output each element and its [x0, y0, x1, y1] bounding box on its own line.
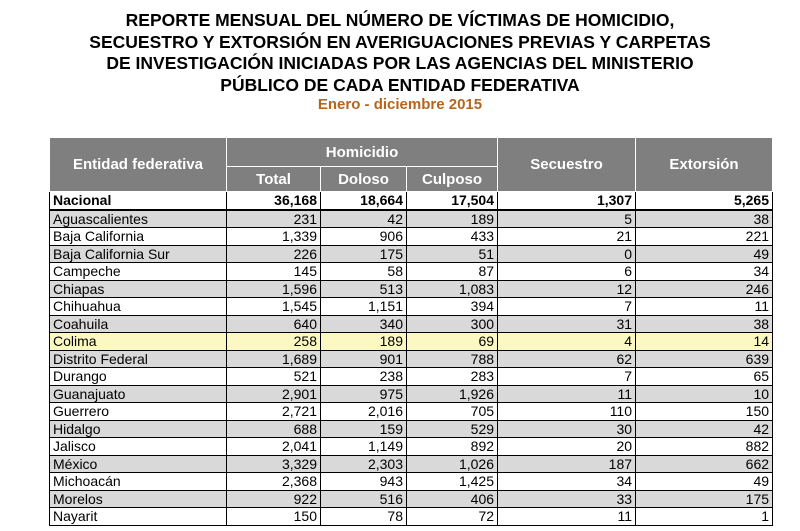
culposo-cell: 189 — [407, 210, 498, 228]
total-cell: 3,329 — [227, 455, 321, 473]
table-row — [50, 508, 773, 526]
doloso-cell: 513 — [321, 280, 407, 298]
doloso-cell: 238 — [321, 368, 407, 386]
extortion-cell: 5,265 — [636, 192, 773, 210]
culposo-cell: 87 — [407, 263, 498, 281]
total-cell: 521 — [227, 368, 321, 386]
doloso-cell: 1,151 — [321, 298, 407, 316]
kidnapping-cell: 30 — [498, 420, 636, 438]
culposo-cell: 51 — [407, 245, 498, 263]
total-cell: 1,545 — [227, 298, 321, 316]
table-row — [50, 350, 773, 368]
doloso-cell: 42 — [321, 210, 407, 228]
column-header-kidnapping: Secuestro — [498, 138, 636, 192]
kidnapping-cell: 7 — [498, 368, 636, 386]
doloso-cell: 18,664 — [321, 192, 407, 210]
kidnapping-cell: 11 — [498, 508, 636, 526]
total-cell: 1,596 — [227, 280, 321, 298]
kidnapping-cell: 20 — [498, 438, 636, 456]
entity-cell: Guanajuato — [50, 385, 227, 403]
column-header-homicide: Homicidio — [227, 138, 498, 167]
kidnapping-cell: 6 — [498, 263, 636, 281]
entity-cell: Campeche — [50, 263, 227, 281]
table-body — [50, 192, 773, 526]
extortion-cell: 175 — [636, 490, 773, 508]
culposo-cell: 17,504 — [407, 192, 498, 210]
entity-cell: Coahuila — [50, 315, 227, 333]
report-title-line-4: PÚBLICO DE CADA ENTIDAD FEDERATIVA — [220, 74, 580, 95]
kidnapping-cell: 5 — [498, 210, 636, 228]
kidnapping-cell: 11 — [498, 385, 636, 403]
kidnapping-cell: 110 — [498, 403, 636, 421]
table-row — [50, 473, 773, 491]
table-row — [50, 490, 773, 508]
culposo-cell: 406 — [407, 490, 498, 508]
entity-cell: Morelos — [50, 490, 227, 508]
report-title-line-3: DE INVESTIGACIÓN INICIADAS POR LAS AGENCIAS DEL MINISTERIO — [106, 53, 694, 73]
total-cell: 258 — [227, 333, 321, 351]
doloso-cell: 1,149 — [321, 438, 407, 456]
doloso-cell: 340 — [321, 315, 407, 333]
doloso-cell: 516 — [321, 490, 407, 508]
extortion-cell: 10 — [636, 385, 773, 403]
table-row — [50, 245, 773, 263]
extortion-cell: 49 — [636, 245, 773, 263]
total-cell: 2,041 — [227, 438, 321, 456]
total-cell: 1,689 — [227, 350, 321, 368]
table-row — [50, 333, 773, 351]
total-cell: 36,168 — [227, 192, 321, 210]
doloso-cell: 906 — [321, 228, 407, 246]
doloso-cell: 901 — [321, 350, 407, 368]
entity-cell: Guerrero — [50, 403, 227, 421]
column-header-total: Total — [227, 167, 321, 192]
total-cell: 922 — [227, 490, 321, 508]
doloso-cell: 58 — [321, 263, 407, 281]
culposo-cell: 1,425 — [407, 473, 498, 491]
report-title-line-1: REPORTE MENSUAL DEL NÚMERO DE VÍCTIMAS DE HOMICIDIO, — [125, 10, 675, 30]
entity-cell: Chihuahua — [50, 298, 227, 316]
culposo-cell: 433 — [407, 228, 498, 246]
culposo-cell: 1,083 — [407, 280, 498, 298]
culposo-cell: 892 — [407, 438, 498, 456]
kidnapping-cell: 21 — [498, 228, 636, 246]
extortion-cell: 882 — [636, 438, 773, 456]
table-row — [50, 438, 773, 456]
culposo-cell: 394 — [407, 298, 498, 316]
extortion-cell: 221 — [636, 228, 773, 246]
report-title-line-2: SECUESTRO Y EXTORSIÓN EN AVERIGUACIONES PREVIAS Y CARPETAS — [89, 31, 711, 52]
kidnapping-cell: 4 — [498, 333, 636, 351]
kidnapping-cell: 187 — [498, 455, 636, 473]
entity-cell: Nayarit — [50, 508, 227, 526]
table-row — [50, 368, 773, 386]
table-row — [50, 263, 773, 281]
kidnapping-cell: 1,307 — [498, 192, 636, 210]
kidnapping-cell: 33 — [498, 490, 636, 508]
entity-cell: Michoacán — [50, 473, 227, 491]
kidnapping-cell: 34 — [498, 473, 636, 491]
table-row — [50, 315, 773, 333]
total-cell: 231 — [227, 210, 321, 228]
culposo-cell: 69 — [407, 333, 498, 351]
table-row-national — [50, 192, 773, 210]
total-cell: 150 — [227, 508, 321, 526]
doloso-cell: 943 — [321, 473, 407, 491]
column-header-doloso: Doloso — [321, 167, 407, 192]
table-row — [50, 385, 773, 403]
total-cell: 1,339 — [227, 228, 321, 246]
extortion-cell: 14 — [636, 333, 773, 351]
kidnapping-cell: 0 — [498, 245, 636, 263]
table-row — [50, 280, 773, 298]
entity-cell: Hidalgo — [50, 420, 227, 438]
doloso-cell: 975 — [321, 385, 407, 403]
table-row — [50, 455, 773, 473]
total-cell: 688 — [227, 420, 321, 438]
entity-cell: Baja California — [50, 228, 227, 246]
column-header-extortion: Extorsión — [636, 138, 773, 192]
report-header — [0, 10, 800, 114]
total-cell: 226 — [227, 245, 321, 263]
doloso-cell: 2,016 — [321, 403, 407, 421]
entity-cell: Jalisco — [50, 438, 227, 456]
culposo-cell: 788 — [407, 350, 498, 368]
total-cell: 145 — [227, 263, 321, 281]
table-row — [50, 298, 773, 316]
kidnapping-cell: 7 — [498, 298, 636, 316]
entity-cell: Distrito Federal — [50, 350, 227, 368]
entity-cell: Chiapas — [50, 280, 227, 298]
extortion-cell: 38 — [636, 315, 773, 333]
table-row — [50, 420, 773, 438]
extortion-cell: 662 — [636, 455, 773, 473]
culposo-cell: 283 — [407, 368, 498, 386]
doloso-cell: 175 — [321, 245, 407, 263]
report-period: Enero - diciembre 2015 — [317, 96, 483, 113]
total-cell: 2,721 — [227, 403, 321, 421]
kidnapping-cell: 62 — [498, 350, 636, 368]
culposo-cell: 1,926 — [407, 385, 498, 403]
table-row — [50, 403, 773, 421]
total-cell: 2,901 — [227, 385, 321, 403]
culposo-cell: 300 — [407, 315, 498, 333]
extortion-cell: 38 — [636, 210, 773, 228]
extortion-cell: 150 — [636, 403, 773, 421]
victims-table — [49, 137, 773, 526]
culposo-cell: 705 — [407, 403, 498, 421]
doloso-cell: 2,303 — [321, 455, 407, 473]
extortion-cell: 42 — [636, 420, 773, 438]
doloso-cell: 78 — [321, 508, 407, 526]
extortion-cell: 639 — [636, 350, 773, 368]
extortion-cell: 49 — [636, 473, 773, 491]
table-row — [50, 210, 773, 228]
extortion-cell: 11 — [636, 298, 773, 316]
entity-cell: Baja California Sur — [50, 245, 227, 263]
extortion-cell: 246 — [636, 280, 773, 298]
doloso-cell: 189 — [321, 333, 407, 351]
extortion-cell: 34 — [636, 263, 773, 281]
extortion-cell: 65 — [636, 368, 773, 386]
entity-cell: Colima — [50, 333, 227, 351]
kidnapping-cell: 12 — [498, 280, 636, 298]
column-header-culposo: Culposo — [407, 167, 498, 192]
entity-cell: Nacional — [50, 192, 227, 210]
table-row — [50, 228, 773, 246]
culposo-cell: 1,026 — [407, 455, 498, 473]
column-header-entity: Entidad federativa — [50, 138, 227, 192]
culposo-cell: 72 — [407, 508, 498, 526]
entity-cell: Durango — [50, 368, 227, 386]
extortion-cell: 1 — [636, 508, 773, 526]
culposo-cell: 529 — [407, 420, 498, 438]
entity-cell: México — [50, 455, 227, 473]
total-cell: 2,368 — [227, 473, 321, 491]
entity-cell: Aguascalientes — [50, 210, 227, 228]
doloso-cell: 159 — [321, 420, 407, 438]
kidnapping-cell: 31 — [498, 315, 636, 333]
total-cell: 640 — [227, 315, 321, 333]
